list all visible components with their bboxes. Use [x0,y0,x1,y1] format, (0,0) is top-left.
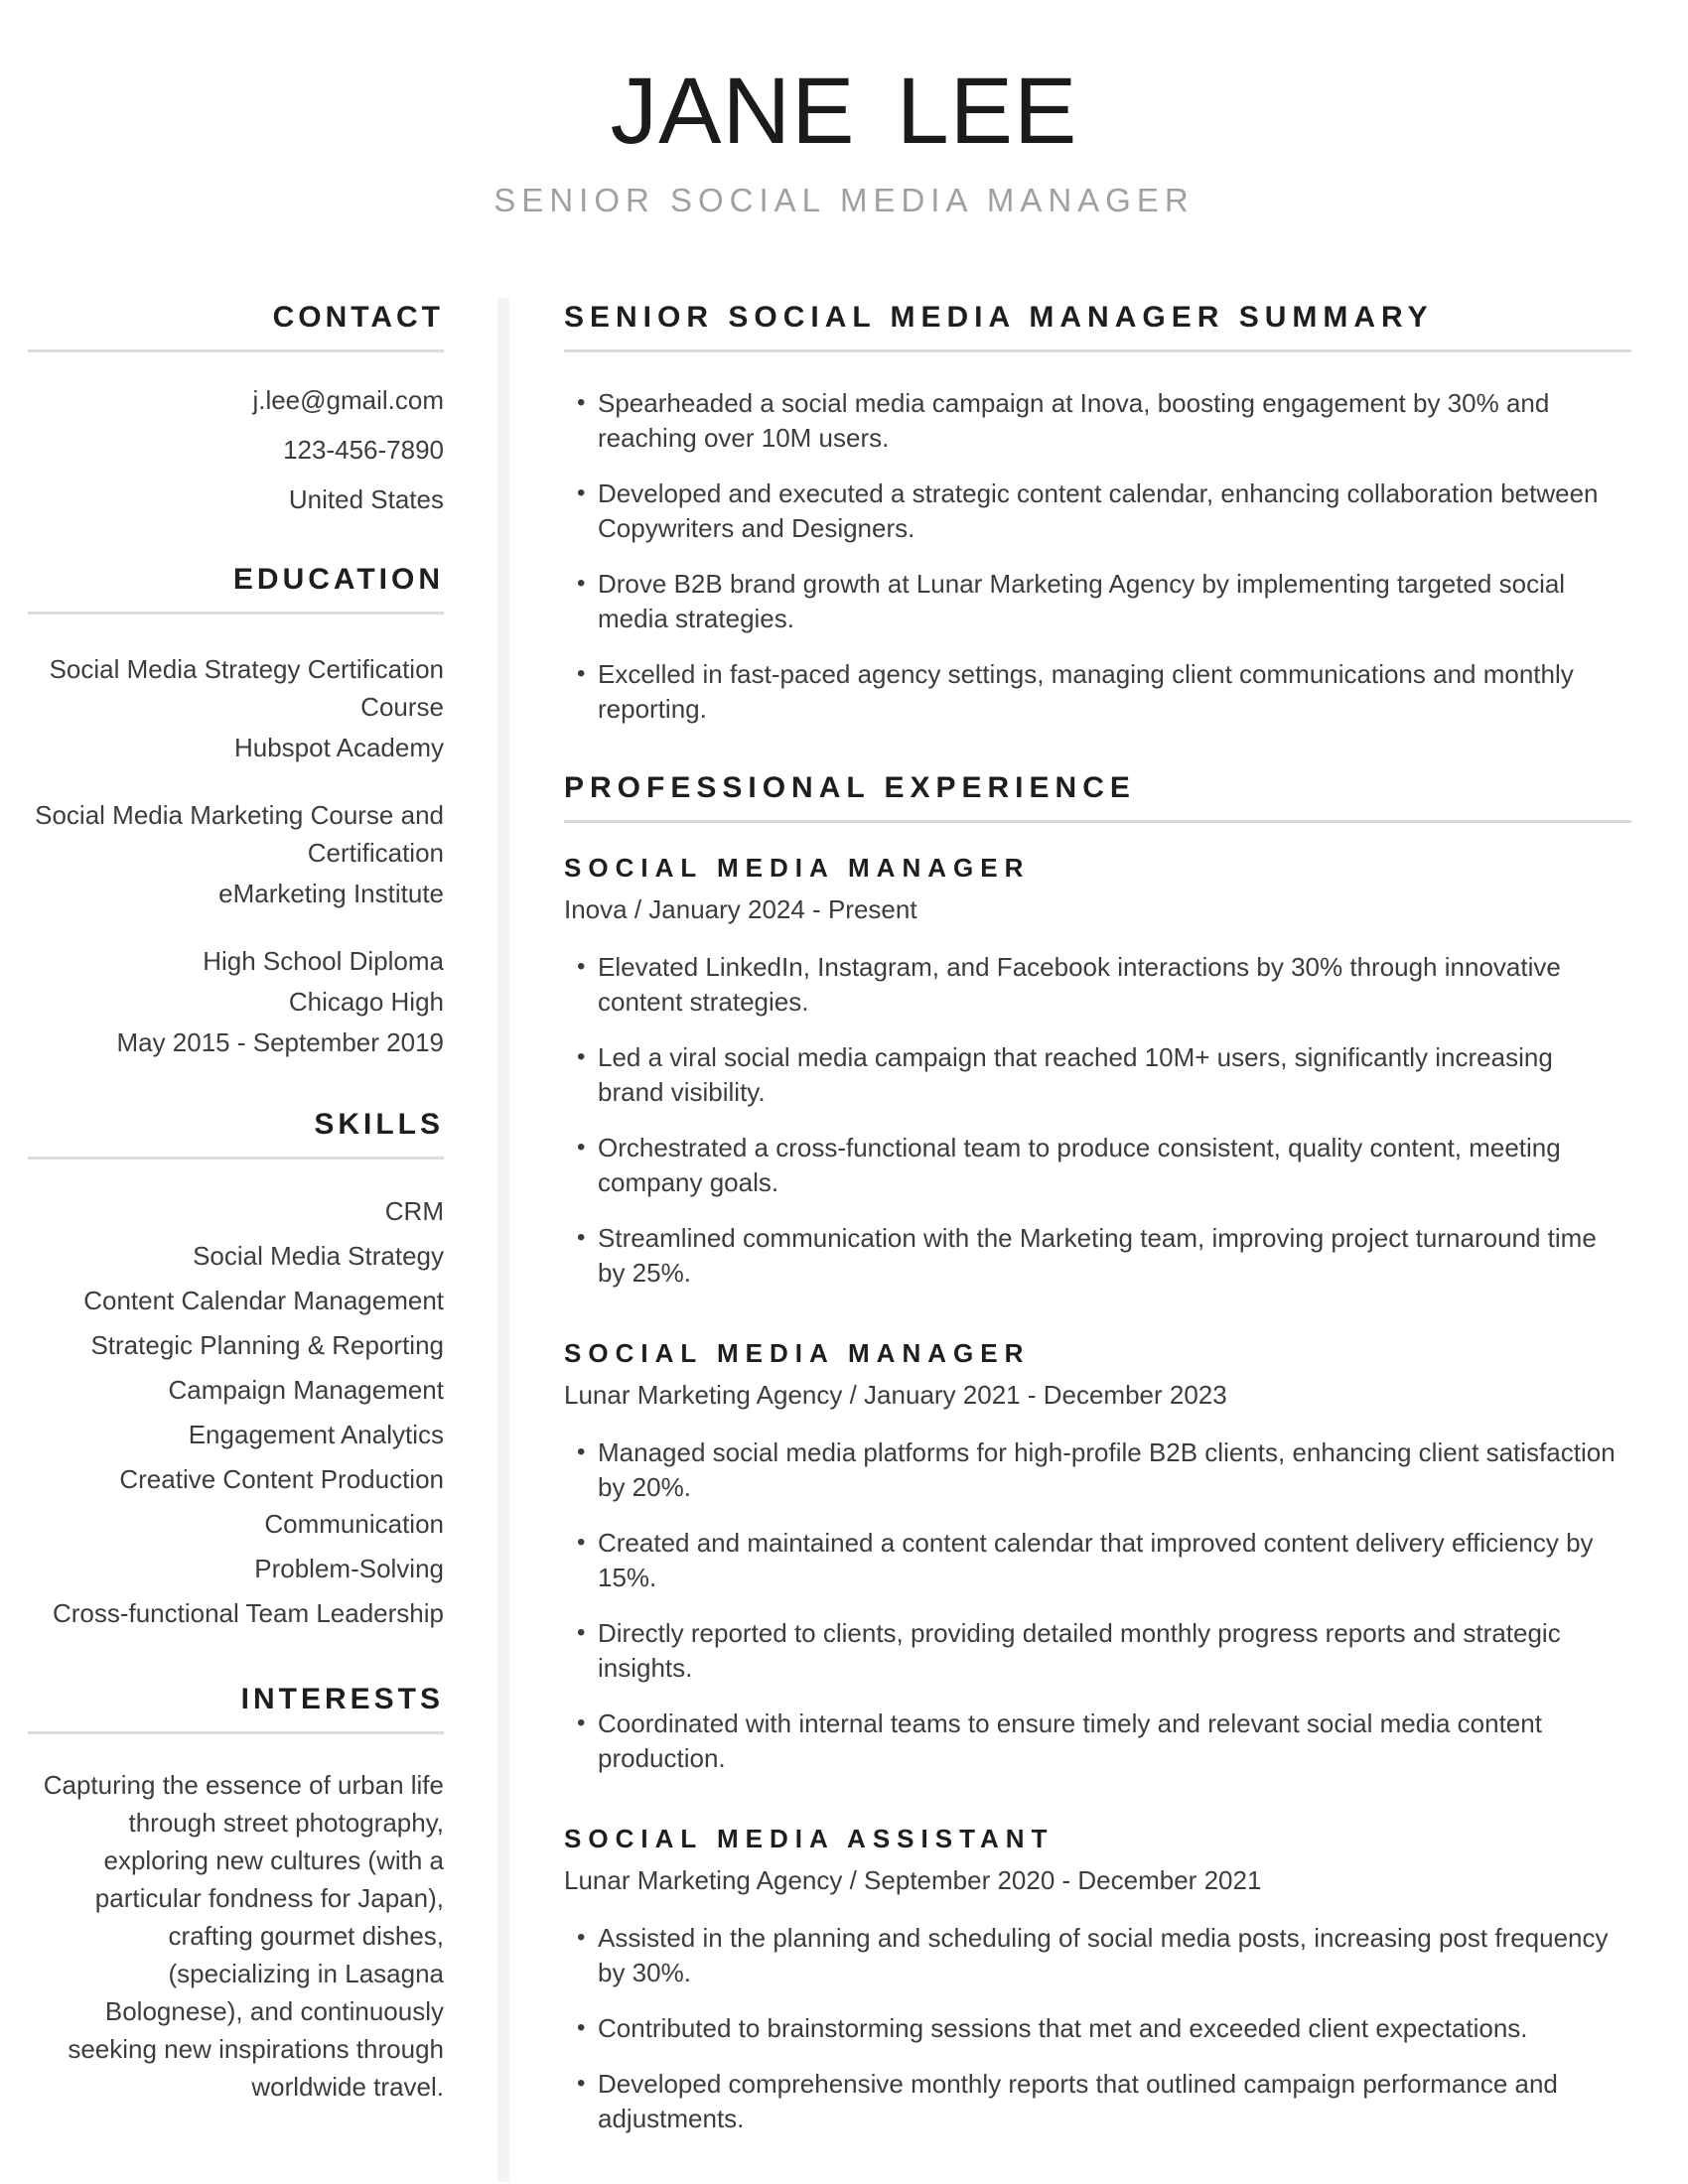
job-bullet: • Coordinated with internal teams to ensure timely and relevant social media content production. [564,1706,1624,1776]
education-list [28,650,444,1061]
job-title: SOCIAL MEDIA MANAGER [564,853,1031,883]
skill-item: Social Media Strategy [193,1241,444,1271]
skill-item: Cross-functional Team Leadership [52,1598,444,1628]
interests-section [28,1680,444,2106]
job-bullet-list [564,950,1624,1291]
job-bullet: • Elevated LinkedIn, Instagram, and Facebook interactions by 30% through innovative content strategies. [564,950,1624,1020]
skills-section [28,1105,444,1636]
summary-bullet: • Developed and executed a strategic content calendar, enhancing collaboration between Copywriters and Designers. [564,477,1624,546]
job-company-dates: Lunar Marketing Agency / September 2020 - December 2021 [564,1865,1262,1895]
skill-item: Campaign Management [168,1375,444,1405]
contact-phone: 123-456-7890 [283,435,444,465]
header [0,0,1688,220]
contact-email: j.lee@gmail.com [252,385,444,415]
job-company-dates: Lunar Marketing Agency / January 2021 - December 2023 [564,1380,1227,1410]
job-bullet-list [564,1921,1624,2136]
education-degree: Social Media Marketing Course and Certification [35,800,444,868]
section-rule [28,349,444,352]
job-bullet: • Developed comprehensive monthly reports that outlined campaign performance and adjustments. [564,2067,1624,2136]
job-company-dates: Inova / January 2024 - Present [564,894,917,924]
summary-bullet: • Excelled in fast-paced agency settings, managing client communications and monthly reporting. [564,657,1624,727]
education-school: eMarketing Institute [218,879,444,908]
candidate-name: JANE LEE [610,59,1078,164]
education-heading: EDUCATION [232,563,444,596]
sidebar [0,298,444,2182]
section-rule [28,612,444,614]
skill-item: CRM [384,1196,444,1226]
job-bullet: • Assisted in the planning and scheduling of social media posts, increasing post frequency by 30%. [564,1921,1624,1990]
summary-bullet: • Spearheaded a social media campaign at Inova, boosting engagement by 30% and reaching over 10M users. [564,386,1624,456]
job-entry [564,1822,1624,2136]
job-entry [564,1336,1624,1776]
skill-item: Strategic Planning & Reporting [90,1330,444,1360]
skills-heading: SKILLS [314,1108,444,1141]
education-entry [28,650,444,766]
education-school: Chicago High [288,987,444,1017]
job-bullet: • Led a viral social media campaign that reached 10M+ users, significantly increasing brand visibility. [564,1040,1624,1110]
education-school: Hubspot Academy [233,733,444,762]
interests-heading: INTERESTS [240,1683,444,1715]
section-rule [28,1731,444,1734]
summary-bullet: • Drove B2B brand growth at Lunar Marketing Agency by implementing targeted social media strategies. [564,567,1624,636]
interests-text: Capturing the essence of urban life through street photography, exploring new cultures (with a particular fondness for Japan), crafting gourmet dishes, (specializing in Lasagna Bolognese), and continuously seeking new inspirations through worldwide travel. [43,1770,444,2102]
skill-item: Content Calendar Management [83,1286,444,1315]
contact-location: United States [288,484,444,514]
contact-heading: CONTACT [272,301,444,334]
job-bullet: • Directly reported to clients, providing detailed monthly progress reports and strategic insights. [564,1616,1624,1686]
summary-heading: SENIOR SOCIAL MEDIA MANAGER SUMMARY [564,301,1434,334]
contact-list [28,384,444,516]
job-bullet: • Created and maintained a content calendar that improved content delivery efficiency by 15%. [564,1526,1624,1595]
education-entry [28,796,444,912]
section-rule [564,349,1631,352]
education-section [28,560,444,1061]
skills-list [28,1189,444,1636]
content-columns [0,298,1688,2182]
education-dates: May 2015 - September 2019 [116,1027,444,1057]
education-degree: Social Media Strategy Certification Course [49,654,444,722]
job-bullet-list [564,1435,1624,1776]
job-bullet: • Streamlined communication with the Marketing team, improving project turnaround time by 25%. [564,1221,1624,1291]
section-rule [28,1157,444,1160]
column-divider [497,298,509,2182]
skill-item: Engagement Analytics [188,1420,444,1449]
education-degree: High School Diploma [203,946,444,976]
experience-heading: PROFESSIONAL EXPERIENCE [564,771,1136,804]
job-bullet: • Managed social media platforms for high-profile B2B clients, enhancing client satisfaction by 20%. [564,1435,1624,1505]
skill-item: Creative Content Production [119,1464,444,1494]
summary-bullet-list [564,386,1624,727]
skill-item: Communication [264,1509,444,1539]
education-entry [28,942,444,1061]
main-content [564,298,1656,2182]
job-title: SOCIAL MEDIA ASSISTANT [564,1824,1055,1853]
section-rule [564,820,1631,823]
summary-section [564,298,1624,727]
job-bullet: • Contributed to brainstorming sessions that met and exceeded client expectations. [564,2011,1624,2046]
job-entry [564,851,1624,1291]
candidate-job-title: SENIOR SOCIAL MEDIA MANAGER [493,182,1195,218]
experience-section [564,768,1624,2136]
job-bullet: • Orchestrated a cross-functional team to produce consistent, quality content, meeting company goals. [564,1131,1624,1200]
job-list [564,851,1624,2136]
job-title: SOCIAL MEDIA MANAGER [564,1338,1031,1368]
contact-section [28,298,444,516]
skill-item: Problem-Solving [254,1554,444,1583]
